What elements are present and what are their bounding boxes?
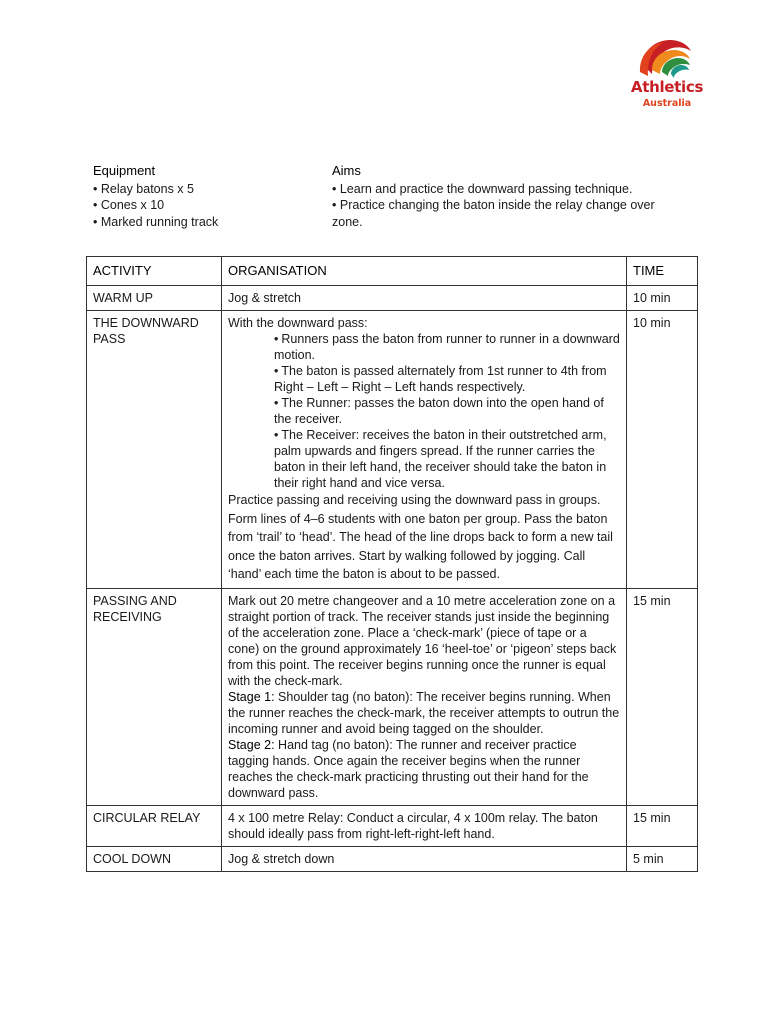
aims-section [332, 163, 662, 230]
stage-1-label: Stage 1: [228, 689, 275, 704]
activity-cell: THE DOWNWARD PASS [87, 311, 222, 589]
list-item: • The Receiver: receives the baton in their outstretched arm, palm upwards and fingers spread. If the runner carries the baton in their left hand, the receiver should take the baton in their right hand and vice versa. [274, 428, 607, 490]
table-row [87, 311, 698, 589]
organisation-cell: Jog & stretch down [222, 846, 627, 871]
athletics-australia-logo [618, 36, 710, 116]
passing-intro: Mark out 20 metre changeover and a 10 metre acceleration zone on a straight portion of track. The receiver stands just inside the beginning of the acceleration zone. Place a ‘check-mark’ (piece of tape or a cone) on the ground approximately 16 ‘heel-toe’ or ‘pigeon’ steps back from this point. The receiver begins running once the runner is equal with the check-mark. [228, 593, 617, 688]
logo-subword: Australia [642, 98, 692, 109]
time-cell: 15 min [627, 805, 698, 846]
time-cell: 10 min [627, 286, 698, 311]
activity-cell: COOL DOWN [87, 846, 222, 871]
table-row [87, 286, 698, 311]
organisation-cell [222, 311, 627, 589]
table-row [87, 805, 698, 846]
aims-list [332, 181, 662, 231]
table-header-row [87, 257, 698, 286]
equipment-list [93, 181, 313, 231]
downward-pass-intro: With the downward pass: [228, 316, 368, 330]
list-item: • The Runner: passes the baton down into the open hand of the receiver. [274, 396, 604, 426]
aims-item: • Practice changing the baton inside the relay change over zone. [332, 197, 662, 230]
downward-pass-list [228, 331, 620, 491]
stage-1-paragraph [228, 689, 620, 737]
activity-cell: CIRCULAR RELAY [87, 805, 222, 846]
organisation-cell [222, 588, 627, 805]
time-cell: 15 min [627, 588, 698, 805]
logo-swoosh-icon [638, 36, 694, 80]
table-row [87, 846, 698, 871]
stage-2-text: Hand tag (no baton): The runner and receiver practice tagging hands. Once again the receiver begins when the runner reaches the check-mark practicing thrusting out their hand for the downward pass. [228, 737, 589, 800]
header-organisation: ORGANISATION [222, 257, 627, 286]
header-activity: ACTIVITY [87, 257, 222, 286]
logo-wordmark: Athletics [630, 78, 704, 96]
organisation-cell: 4 x 100 metre Relay: Conduct a circular, 4 x 100m relay. The baton should ideally pass from right-left-right-left hand. [222, 805, 627, 846]
list-item: • The baton is passed alternately from 1st runner to 4th from Right – Left – Right – Left hands respectively. [274, 364, 607, 394]
stage-2-label: Stage 2: [228, 737, 275, 752]
equipment-section [93, 163, 313, 230]
activity-cell: PASSING AND RECEIVING [87, 588, 222, 805]
equipment-item: • Relay batons x 5 [93, 181, 313, 198]
equipment-item: • Marked running track [93, 214, 313, 231]
aims-item: • Learn and practice the downward passing technique. [332, 181, 662, 198]
equipment-heading: Equipment [93, 163, 156, 178]
equipment-item: • Cones x 10 [93, 197, 313, 214]
time-cell: 10 min [627, 311, 698, 589]
organisation-cell: Jog & stretch [222, 286, 627, 311]
header-time: TIME [627, 257, 698, 286]
lesson-plan-table [86, 256, 698, 872]
activity-cell: WARM UP [87, 286, 222, 311]
practice-paragraph: Practice passing and receiving using the downward pass in groups. Form lines of 4–6 students with one baton per group. Pass the baton from ‘trail’ to ‘head’. The head of the line drops back to form a new tail once the baton arrives. Start by walking followed by jogging. Call ‘hand’ each time the baton is about to be passed. [228, 493, 613, 581]
list-item: • Runners pass the baton from runner to runner in a downward motion. [274, 332, 620, 362]
aims-heading: Aims [332, 163, 361, 178]
stage-2-paragraph [228, 737, 620, 801]
stage-1-text: Shoulder tag (no baton): The receiver begins running. When the runner reaches the check-mark, the receiver attempts to outrun the incoming runner and avoid being tagged on the shoulder. [228, 689, 620, 736]
time-cell: 5 min [627, 846, 698, 871]
table-row [87, 588, 698, 805]
